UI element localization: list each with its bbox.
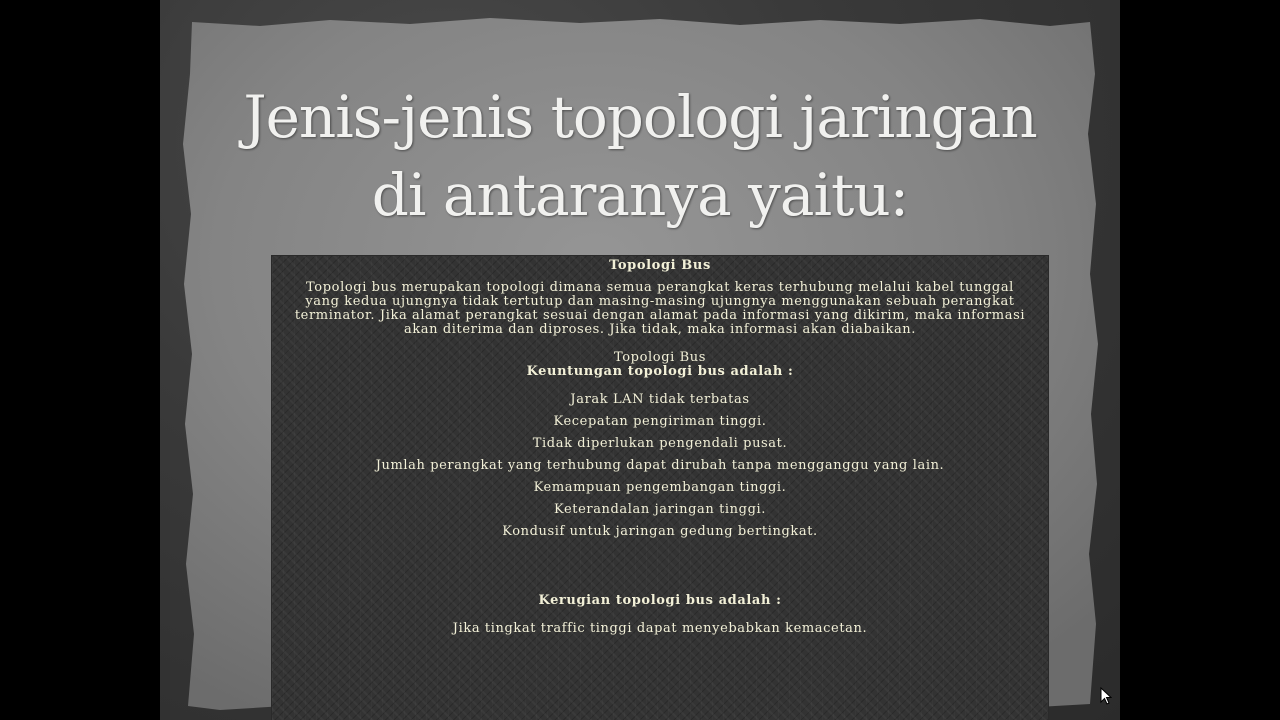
slide-title	[160, 78, 1120, 234]
letterbox-right	[1120, 0, 1280, 720]
slide-title-line2: di antaranya yaitu:	[371, 161, 909, 229]
advantage-item: Kemampuan pengembangan tinggi.	[533, 480, 787, 495]
advantage-item: Kondusif untuk jaringan gedung bertingkat.	[502, 524, 818, 539]
content-box	[272, 256, 1048, 720]
disadvantages-heading: Kerugian topologi bus adalah :	[538, 593, 782, 608]
advantage-item: Kecepatan pengiriman tinggi.	[553, 414, 767, 429]
letterbox-left	[0, 0, 160, 720]
topology-heading: Topologi Bus	[609, 258, 711, 273]
topology-description: Topologi bus merupakan topologi dimana semua perangkat keras terhubung melalui kabel tunggal yang kedua ujungnya tidak tertutup dan masing-masing ujungnya menggunakan sebuah perangkat terminator. Jika alamat perangkat sesuai dengan alamat pada informasi yang dikirim, maka informasi akan diterima dan diproses. Jika tidak, maka informasi akan diabaikan.	[294, 280, 1026, 337]
slide-title-line1: Jenis-jenis topologi jaringan	[243, 83, 1037, 151]
image-caption: Topologi Bus	[613, 350, 707, 365]
advantage-item: Tidak diperlukan pengendali pusat.	[532, 436, 788, 451]
mouse-pointer-icon	[1100, 687, 1112, 705]
disadvantage-item: Jika tingkat traffic tinggi dapat menyebabkan kemacetan.	[452, 621, 868, 636]
advantages-heading: Keuntungan topologi bus adalah :	[526, 364, 794, 379]
presentation-slide	[160, 0, 1120, 720]
advantage-item: Jarak LAN tidak terbatas	[570, 392, 750, 407]
advantage-item: Keterandalan jaringan tinggi.	[554, 502, 766, 517]
advantage-item: Jumlah perangkat yang terhubung dapat dirubah tanpa mengganggu yang lain.	[375, 458, 945, 473]
